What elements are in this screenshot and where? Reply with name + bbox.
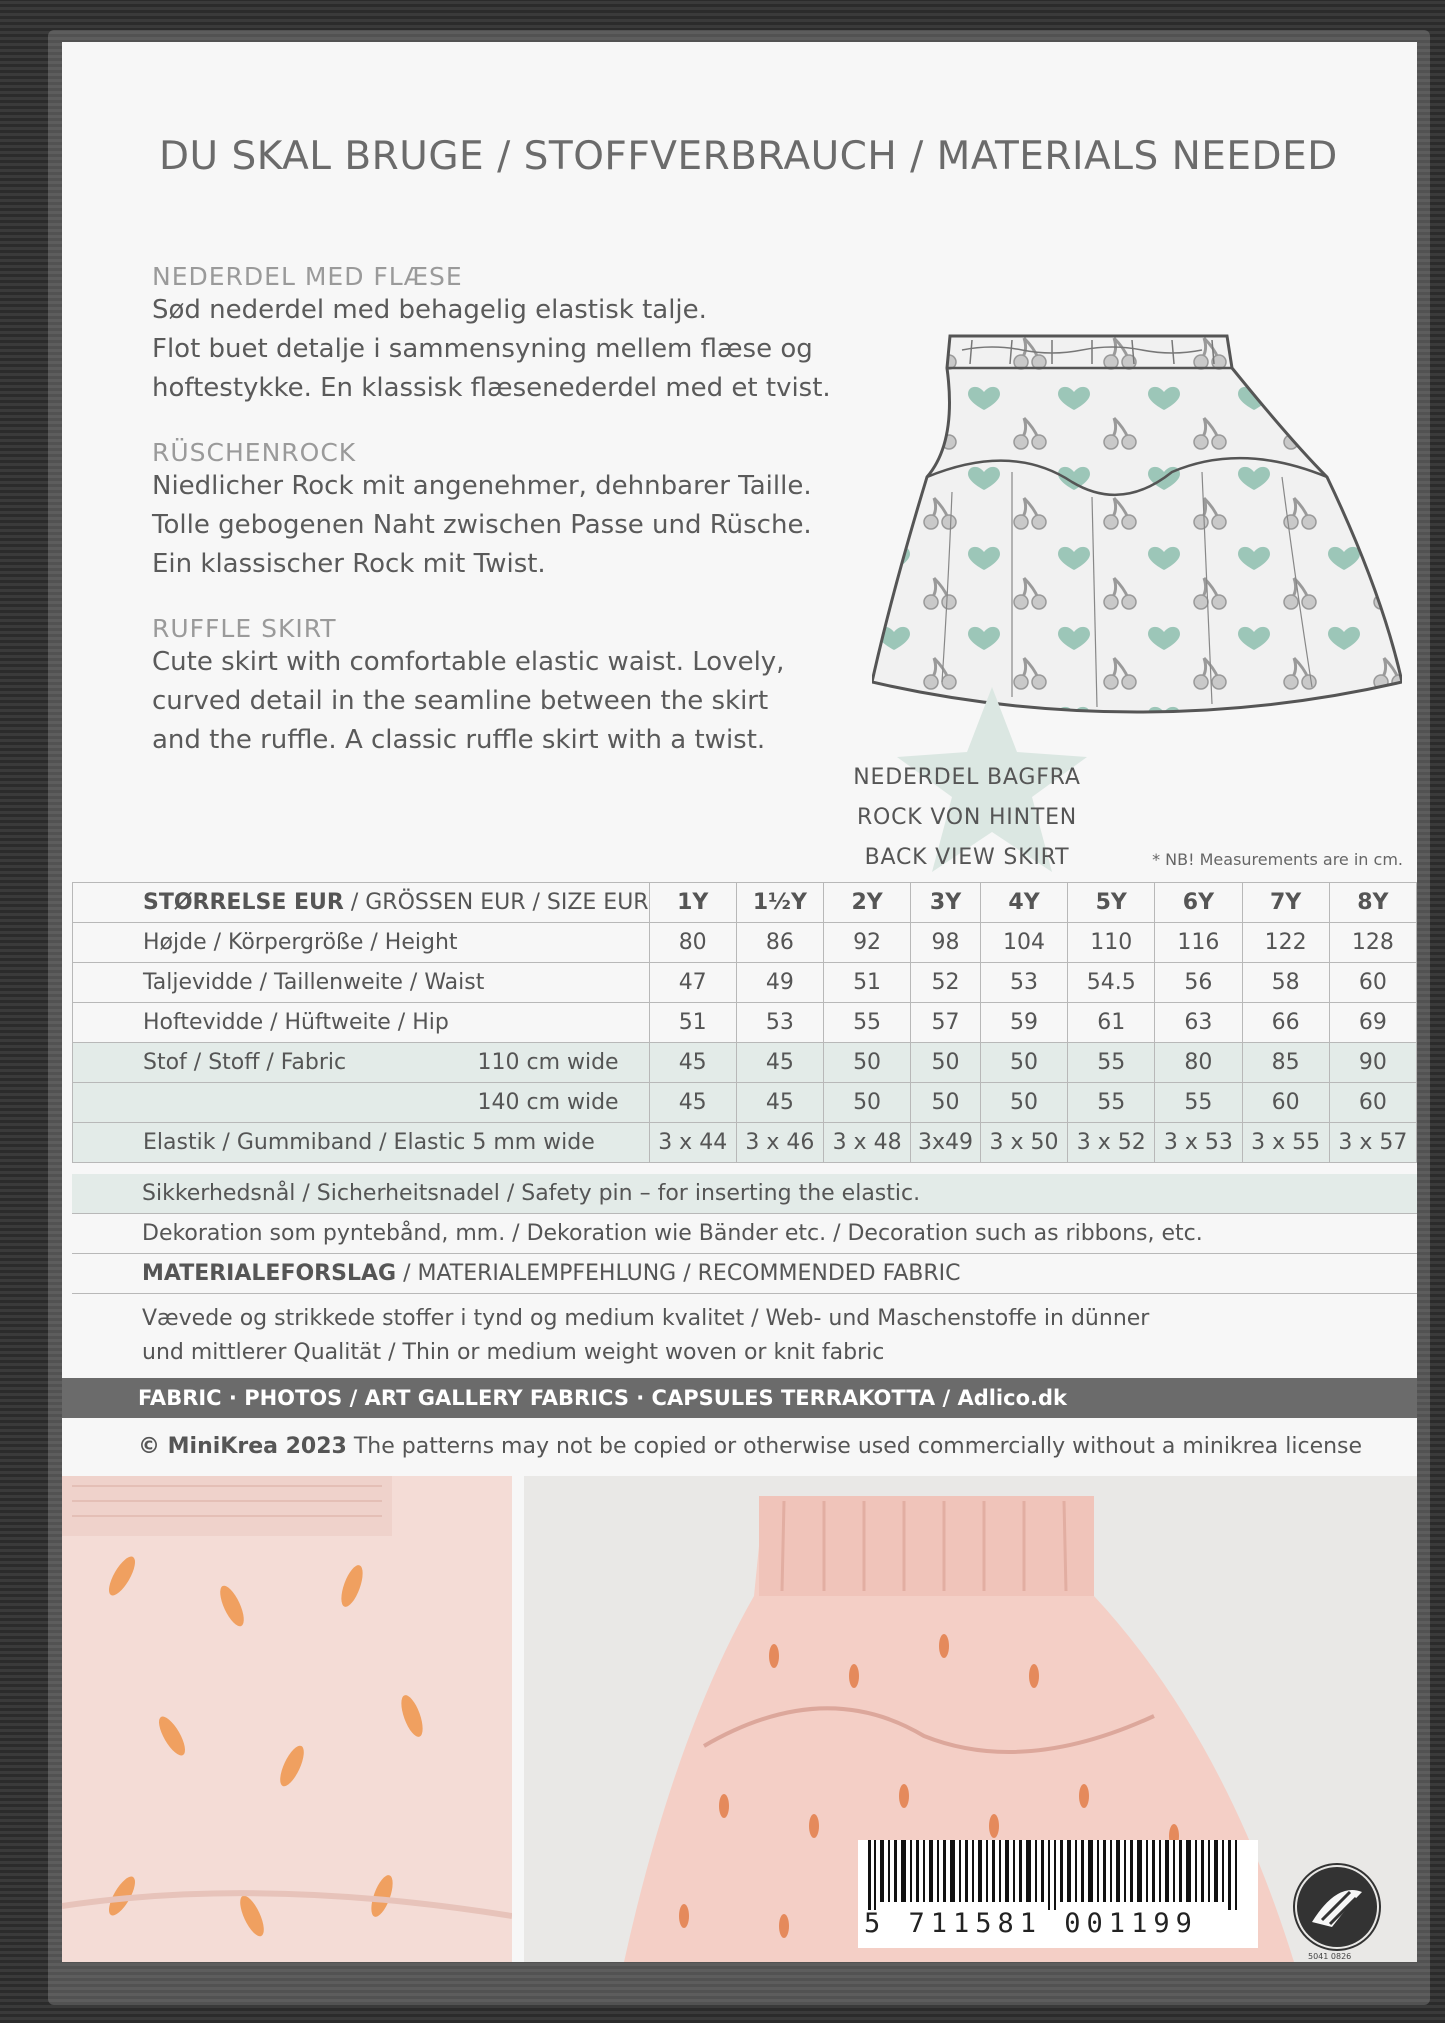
table-cell: 80 xyxy=(1155,1043,1242,1083)
skirt-detail-photo xyxy=(62,1476,512,1962)
table-cell: 50 xyxy=(980,1083,1067,1123)
size-header: 3Y xyxy=(911,883,981,923)
table-cell: 116 xyxy=(1155,923,1242,963)
table-cell: 45 xyxy=(736,1043,823,1083)
table-cell: 3 x 53 xyxy=(1155,1123,1242,1163)
table-cell: 45 xyxy=(649,1083,736,1123)
table-cell: 3 x 57 xyxy=(1329,1123,1416,1163)
table-cell: 92 xyxy=(823,923,910,963)
description-line: Ein klassischer Rock mit Twist. xyxy=(152,549,546,579)
description-heading: NEDERDEL MED FLÆSE xyxy=(152,262,463,291)
row-label: Hoftevidde / Hüftweite / Hip xyxy=(73,1003,650,1043)
table-cell: 104 xyxy=(980,923,1067,963)
description-danish xyxy=(152,262,872,408)
materials-heading: MATERIALEFORSLAG / MATERIALEMPFEHLUNG / RECOMMENDED FABRIC xyxy=(72,1254,1417,1294)
table-cell: 53 xyxy=(980,963,1067,1003)
table-cell: 98 xyxy=(911,923,981,963)
description-line: Cute skirt with comfortable elastic waist. Lovely, xyxy=(152,647,785,677)
size-header: 5Y xyxy=(1068,883,1155,923)
description-line: Flot buet detalje i sammensyning mellem flæse og xyxy=(152,334,813,364)
table-cell: 55 xyxy=(823,1003,910,1043)
back-view-caption xyxy=(842,758,1092,878)
decoration-row: Dekoration som pyntebånd, mm. / Dekoration wie Bänder etc. / Decoration such as ribbons, etc. xyxy=(72,1214,1417,1254)
barcode-bars xyxy=(858,1840,1258,1910)
table-row xyxy=(73,923,1417,963)
table-cell: 122 xyxy=(1242,923,1329,963)
copyright-notice: © MiniKrea 2023 The patterns may not be copied or otherwise used commercially without a minikrea license xyxy=(138,1434,1363,1459)
table-row xyxy=(73,883,1417,923)
table-cell: 54.5 xyxy=(1068,963,1155,1003)
size-header: 6Y xyxy=(1155,883,1242,923)
description-heading: RÜSCHENROCK xyxy=(152,438,357,467)
row-label: Stof / Stoff / Fabric xyxy=(73,1043,477,1083)
table-cell: 55 xyxy=(1068,1083,1155,1123)
fabric-width-label: 110 cm wide xyxy=(476,1043,649,1083)
table-cell: 128 xyxy=(1329,923,1416,963)
size-header: 2Y xyxy=(823,883,910,923)
size-header: 1½Y xyxy=(736,883,823,923)
table-row xyxy=(73,1003,1417,1043)
row-label: Højde / Körpergröße / Height xyxy=(73,923,650,963)
fabric-width-label: 140 cm wide xyxy=(476,1083,649,1123)
back-view-label: ROCK VON HINTEN xyxy=(856,805,1078,830)
table-cell: 3 x 44 xyxy=(649,1123,736,1163)
description-line: and the ruffle. A classic ruffle skirt with a twist. xyxy=(152,725,766,755)
table-cell: 47 xyxy=(649,963,736,1003)
skirt-back-view-illustration xyxy=(872,292,1402,732)
description-line: Tolle gebogenen Naht zwischen Passe und Rüsche. xyxy=(152,510,812,540)
table-row xyxy=(73,1123,1417,1163)
table-cell: 90 xyxy=(1329,1043,1416,1083)
description-english xyxy=(152,614,872,760)
table-cell: 50 xyxy=(823,1083,910,1123)
description-line: curved detail in the seamline between the skirt xyxy=(152,686,769,716)
table-cell: 60 xyxy=(1242,1083,1329,1123)
table-cell: 58 xyxy=(1242,963,1329,1003)
table-cell: 66 xyxy=(1242,1003,1329,1043)
size-header-label: STØRRELSE EUR / GRÖSSEN EUR / SIZE EUR xyxy=(73,883,650,923)
size-header: 8Y xyxy=(1329,883,1416,923)
table-cell: 45 xyxy=(649,1043,736,1083)
table-cell: 86 xyxy=(736,923,823,963)
table-cell: 55 xyxy=(1155,1083,1242,1123)
materials-line: und mittlerer Qualität / Thin or medium weight woven or knit fabric xyxy=(142,1340,885,1365)
table-cell: 3 x 50 xyxy=(980,1123,1067,1163)
table-cell: 110 xyxy=(1068,923,1155,963)
table-cell: 51 xyxy=(823,963,910,1003)
size-header: 1Y xyxy=(649,883,736,923)
safety-pin-row: Sikkerhedsnål / Sicherheitsnadel / Safety pin – for inserting the elastic. xyxy=(72,1174,1417,1214)
description-line: Niedlicher Rock mit angenehmer, dehnbarer Taille. xyxy=(152,471,812,501)
table-cell: 50 xyxy=(911,1083,981,1123)
table-row xyxy=(73,963,1417,1003)
table-cell: 63 xyxy=(1155,1003,1242,1043)
ecolabel-code: 5041 0826 xyxy=(1308,1952,1352,1961)
size-header: 7Y xyxy=(1242,883,1329,923)
row-label: Taljevidde / Taillenweite / Waist xyxy=(73,963,650,1003)
table-cell: 45 xyxy=(736,1083,823,1123)
table-cell: 3 x 55 xyxy=(1242,1123,1329,1163)
table-row xyxy=(73,1083,1417,1123)
materials-line: Vævede og strikkede stoffer i tynd og medium kvalitet / Web- und Maschenstoffe in dünner xyxy=(142,1306,1150,1331)
size-table xyxy=(72,882,1417,1163)
table-cell: 51 xyxy=(649,1003,736,1043)
description-line: hoftestykke. En klassisk flæsenederdel med et tvist. xyxy=(152,373,831,403)
table-cell: 60 xyxy=(1329,963,1416,1003)
page-title: DU SKAL BRUGE / STOFFVERBRAUCH / MATERIALS NEEDED xyxy=(159,134,1338,179)
table-cell: 3 x 52 xyxy=(1068,1123,1155,1163)
fabric-credit-bar: FABRIC · PHOTOS / ART GALLERY FABRICS · CAPSULES TERRAKOTTA / Adlico.dk xyxy=(62,1378,1417,1418)
size-header: 4Y xyxy=(980,883,1067,923)
table-cell: 3 x 48 xyxy=(823,1123,910,1163)
table-cell: 57 xyxy=(911,1003,981,1043)
table-cell: 55 xyxy=(1068,1043,1155,1083)
table-cell: 85 xyxy=(1242,1043,1329,1083)
table-cell: 61 xyxy=(1068,1003,1155,1043)
description-german xyxy=(152,438,872,584)
table-cell: 52 xyxy=(911,963,981,1003)
back-view-label: BACK VIEW SKIRT xyxy=(864,845,1070,870)
table-cell: 69 xyxy=(1329,1003,1416,1043)
measurement-note: * NB! Measurements are in cm. xyxy=(1152,850,1403,869)
back-view-label: NEDERDEL BAGFRA xyxy=(853,765,1081,790)
table-cell: 59 xyxy=(980,1003,1067,1043)
pattern-back-page xyxy=(62,42,1417,1962)
table-cell: 80 xyxy=(649,923,736,963)
table-cell: 60 xyxy=(1329,1083,1416,1123)
table-cell: 50 xyxy=(823,1043,910,1083)
table-cell: 49 xyxy=(736,963,823,1003)
table-cell: 50 xyxy=(980,1043,1067,1083)
table-cell: 50 xyxy=(911,1043,981,1083)
table-cell: 56 xyxy=(1155,963,1242,1003)
table-cell: 3x49 xyxy=(911,1123,981,1163)
table-cell: 3 x 46 xyxy=(736,1123,823,1163)
table-cell: 53 xyxy=(736,1003,823,1043)
barcode-number: 5 711581 001199 xyxy=(864,1908,1198,1939)
description-heading: RUFFLE SKIRT xyxy=(152,614,337,643)
table-row xyxy=(73,1043,1417,1083)
materials-description xyxy=(142,1302,1149,1370)
row-label: Elastik / Gummiband / Elastic 5 mm wide xyxy=(73,1123,650,1163)
nordic-swan-ecolabel-icon xyxy=(1292,1862,1382,1952)
description-line: Sød nederdel med behagelig elastisk talje. xyxy=(152,295,707,325)
